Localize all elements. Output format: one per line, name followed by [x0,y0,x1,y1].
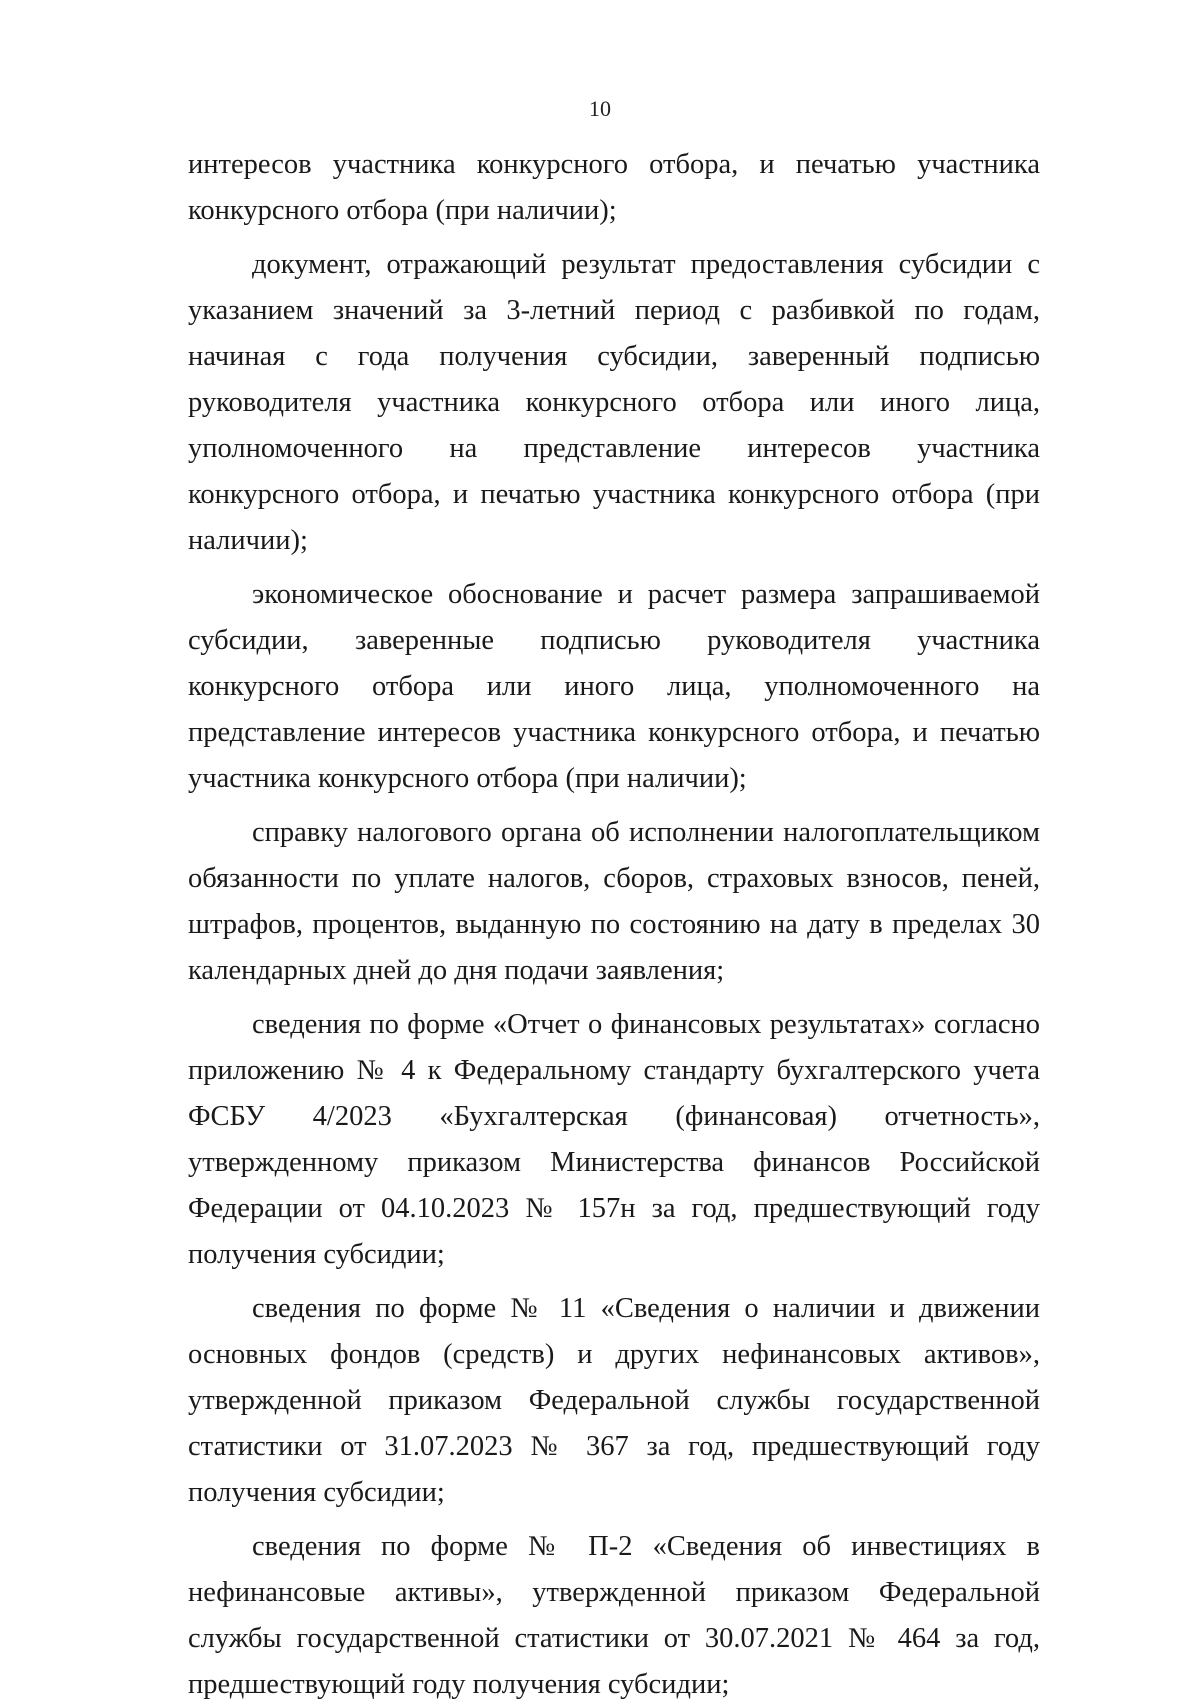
page-number: 10 [589,96,611,121]
paragraph-tax-certificate: справку налогового органа об исполнении налогоплательщиком обязанности по уплате налогов, сборов, страховых взносов, пеней, штрафов, процентов, выданную по состоянию на дату в пределах 30 календарных дней до дня подачи заявления; [188,817,1040,986]
paragraph-financial-results-form: сведения по форме «Отчет о финансовых результатах» согласно приложению № 4 к Федеральному стандарту бухгалтерского учета ФСБУ 4/2023 «Бухгалтерская (финансовая) отчетность», утвержденному приказом Министерства финансов Российской Федерации от 04.10.2023 № 157н за год, предшествующий году получения субсидии; [188,1009,1040,1270]
paragraph-form-11: сведения по форме № 11 «Сведения о наличии и движении основных фондов (средств) и других нефинансовых активов», утвержденной приказом Федеральной службы государственной статистики от 31.07.2023 № 367 за год, предшествующий году получения субсидии; [188,1293,1040,1508]
paragraph-form-p2: сведения по форме № П-2 «Сведения об инвестициях в нефинансовые активы», утвержденной приказом Федеральной службы государственной статистики от 30.07.2021 № 464 за год, предшествующий году получения субсидии; [188,1531,1040,1700]
document-body [188,142,1040,1708]
paragraph-continuation: интересов участника конкурсного отбора, и печатью участника конкурсного отбора (при наличии); [188,149,1040,226]
paragraph-economic-justification: экономическое обоснование и расчет размера запрашиваемой субсидии, заверенные подписью руководителя участника конкурсного отбора или иного лица, уполномоченного на представление интересов участника конкурсного отбора, и печатью участника конкурсного отбора (при наличии); [188,579,1040,794]
paragraph-result-document: документ, отражающий результат предоставления субсидии с указанием значений за 3-летний период с разбивкой по годам, начиная с года получения субсидии, заверенный подписью руководителя участника конкурсного отбора или иного лица, уполномоченного на представление интересов участника конкурсного отбора, и печатью участника конкурсного отбора (при наличии); [188,249,1040,556]
